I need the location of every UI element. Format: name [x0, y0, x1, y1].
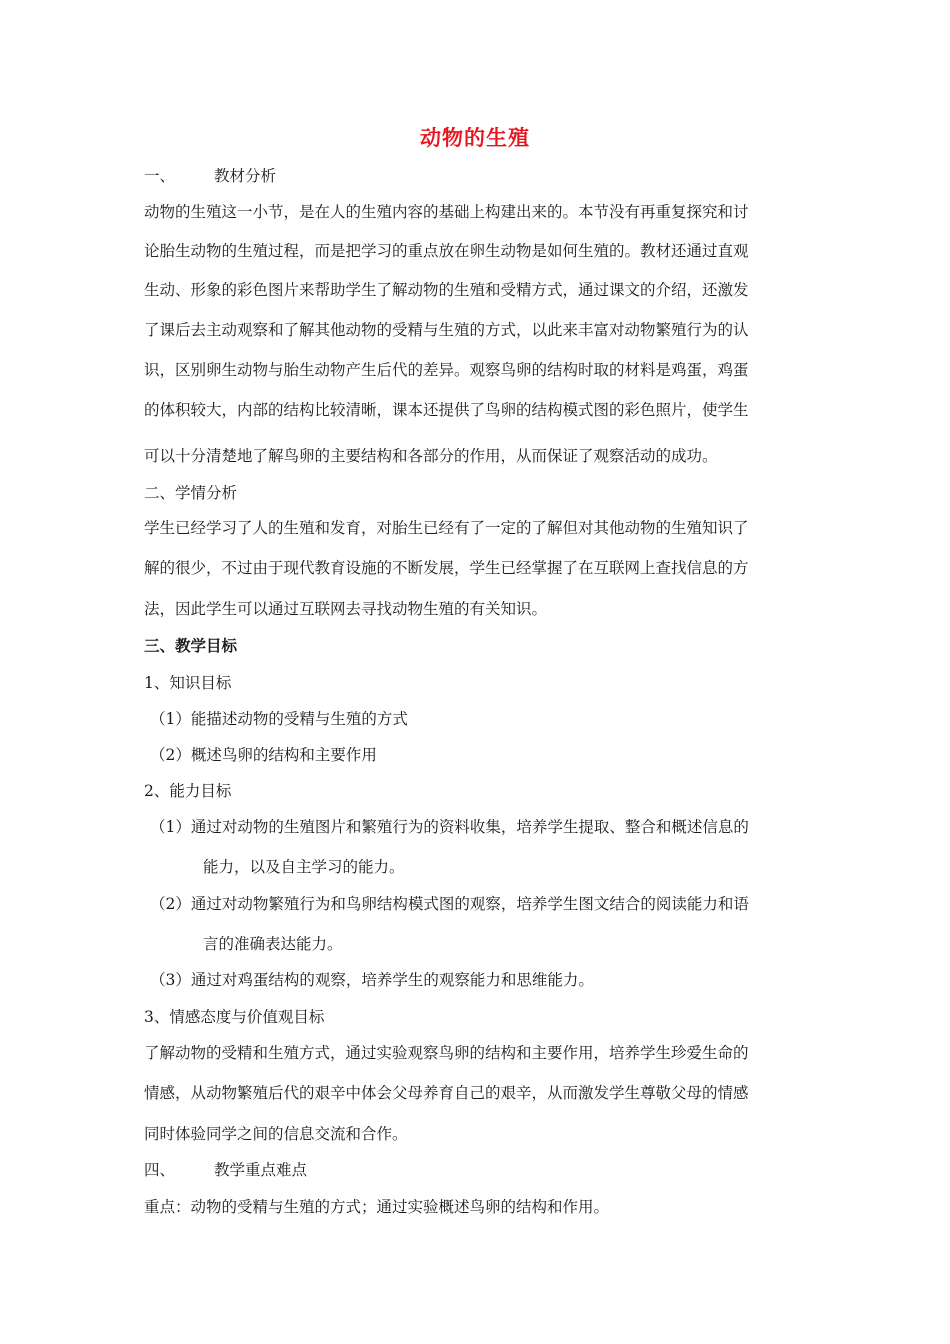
- objective-item: （1）通过对动物的生殖图片和繁殖行为的资料收集，培养学生提取、整合和概述信息的: [150, 818, 749, 836]
- document-title: 动物的生殖: [420, 126, 530, 150]
- objective-item: （2）概述鸟卵的结构和主要作用: [150, 746, 377, 764]
- section-1-number: 一、: [144, 167, 176, 185]
- section-1-line: 可以十分清楚地了解鸟卵的主要结构和各部分的作用，从而保证了观察活动的成功。: [144, 447, 718, 465]
- subsection-1-heading: 1、知识目标: [144, 674, 232, 692]
- objective-item: （2）通过对动物繁殖行为和鸟卵结构模式图的观察，培养学生图文结合的阅读能力和语: [150, 895, 749, 913]
- section-3-line: 同时体验同学之间的信息交流和合作。: [144, 1125, 408, 1143]
- section-1-line: 生动、形象的彩色图片来帮助学生了解动物的生殖和受精方式，通过课文的介绍，还激发: [144, 281, 749, 299]
- section-1-title: 教材分析: [214, 167, 277, 185]
- section-2-line: 解的很少，不过由于现代教育设施的不断发展，学生已经掌握了在互联网上查找信息的方: [144, 559, 749, 577]
- objective-item-continuation: 言的准确表达能力。: [203, 935, 343, 953]
- objective-item-continuation: 能力，以及自主学习的能力。: [203, 858, 405, 876]
- section-3-line: 情感，从动物繁殖后代的艰辛中体会父母养育自己的艰辛，从而激发学生尊敬父母的情感: [144, 1084, 749, 1102]
- section-1-heading: [144, 166, 276, 186]
- subsection-3-heading: 3、情感态度与价值观目标: [144, 1008, 325, 1026]
- section-3-line: 了解动物的受精和生殖方式，通过实验观察鸟卵的结构和主要作用，培养学生珍爱生命的: [144, 1044, 749, 1062]
- section-2-line: 法，因此学生可以通过互联网去寻找动物生殖的有关知识。: [144, 600, 548, 618]
- section-1-line: 论胎生动物的生殖过程，而是把学习的重点放在卵生动物是如何生殖的。教材还通过直观: [144, 242, 749, 260]
- section-4-heading: [144, 1160, 307, 1180]
- section-1-line: 了课后去主动观察和了解其他动物的受精与生殖的方式，以此来丰富对动物繁殖行为的认: [144, 321, 749, 339]
- section-2-line: 学生已经学习了人的生殖和发育，对胎生已经有了一定的了解但对其他动物的生殖知识了: [144, 519, 749, 537]
- section-1-line: 的体积较大，内部的结构比较清晰，课本还提供了鸟卵的结构模式图的彩色照片，使学生: [144, 401, 749, 419]
- section-2-heading: 二、学情分析: [144, 484, 238, 502]
- section-3-heading: 三、教学目标: [144, 636, 238, 655]
- subsection-2-heading: 2、能力目标: [144, 782, 232, 800]
- objective-item: （1）能描述动物的受精与生殖的方式: [150, 710, 408, 728]
- section-1-line: 识，区别卵生动物与胎生动物产生后代的差异。观察鸟卵的结构时取的材料是鸡蛋，鸡蛋: [144, 361, 749, 379]
- section-1-line: 动物的生殖这一小节，是在人的生殖内容的基础上构建出来的。本节没有再重复探究和讨: [144, 203, 749, 221]
- section-4-number: 四、: [144, 1161, 176, 1179]
- section-4-line: 重点：动物的受精与生殖的方式；通过实验概述鸟卵的结构和作用。: [144, 1198, 610, 1216]
- section-4-title: 教学重点难点: [214, 1161, 308, 1179]
- objective-item: （3）通过对鸡蛋结构的观察，培养学生的观察能力和思维能力。: [150, 971, 594, 989]
